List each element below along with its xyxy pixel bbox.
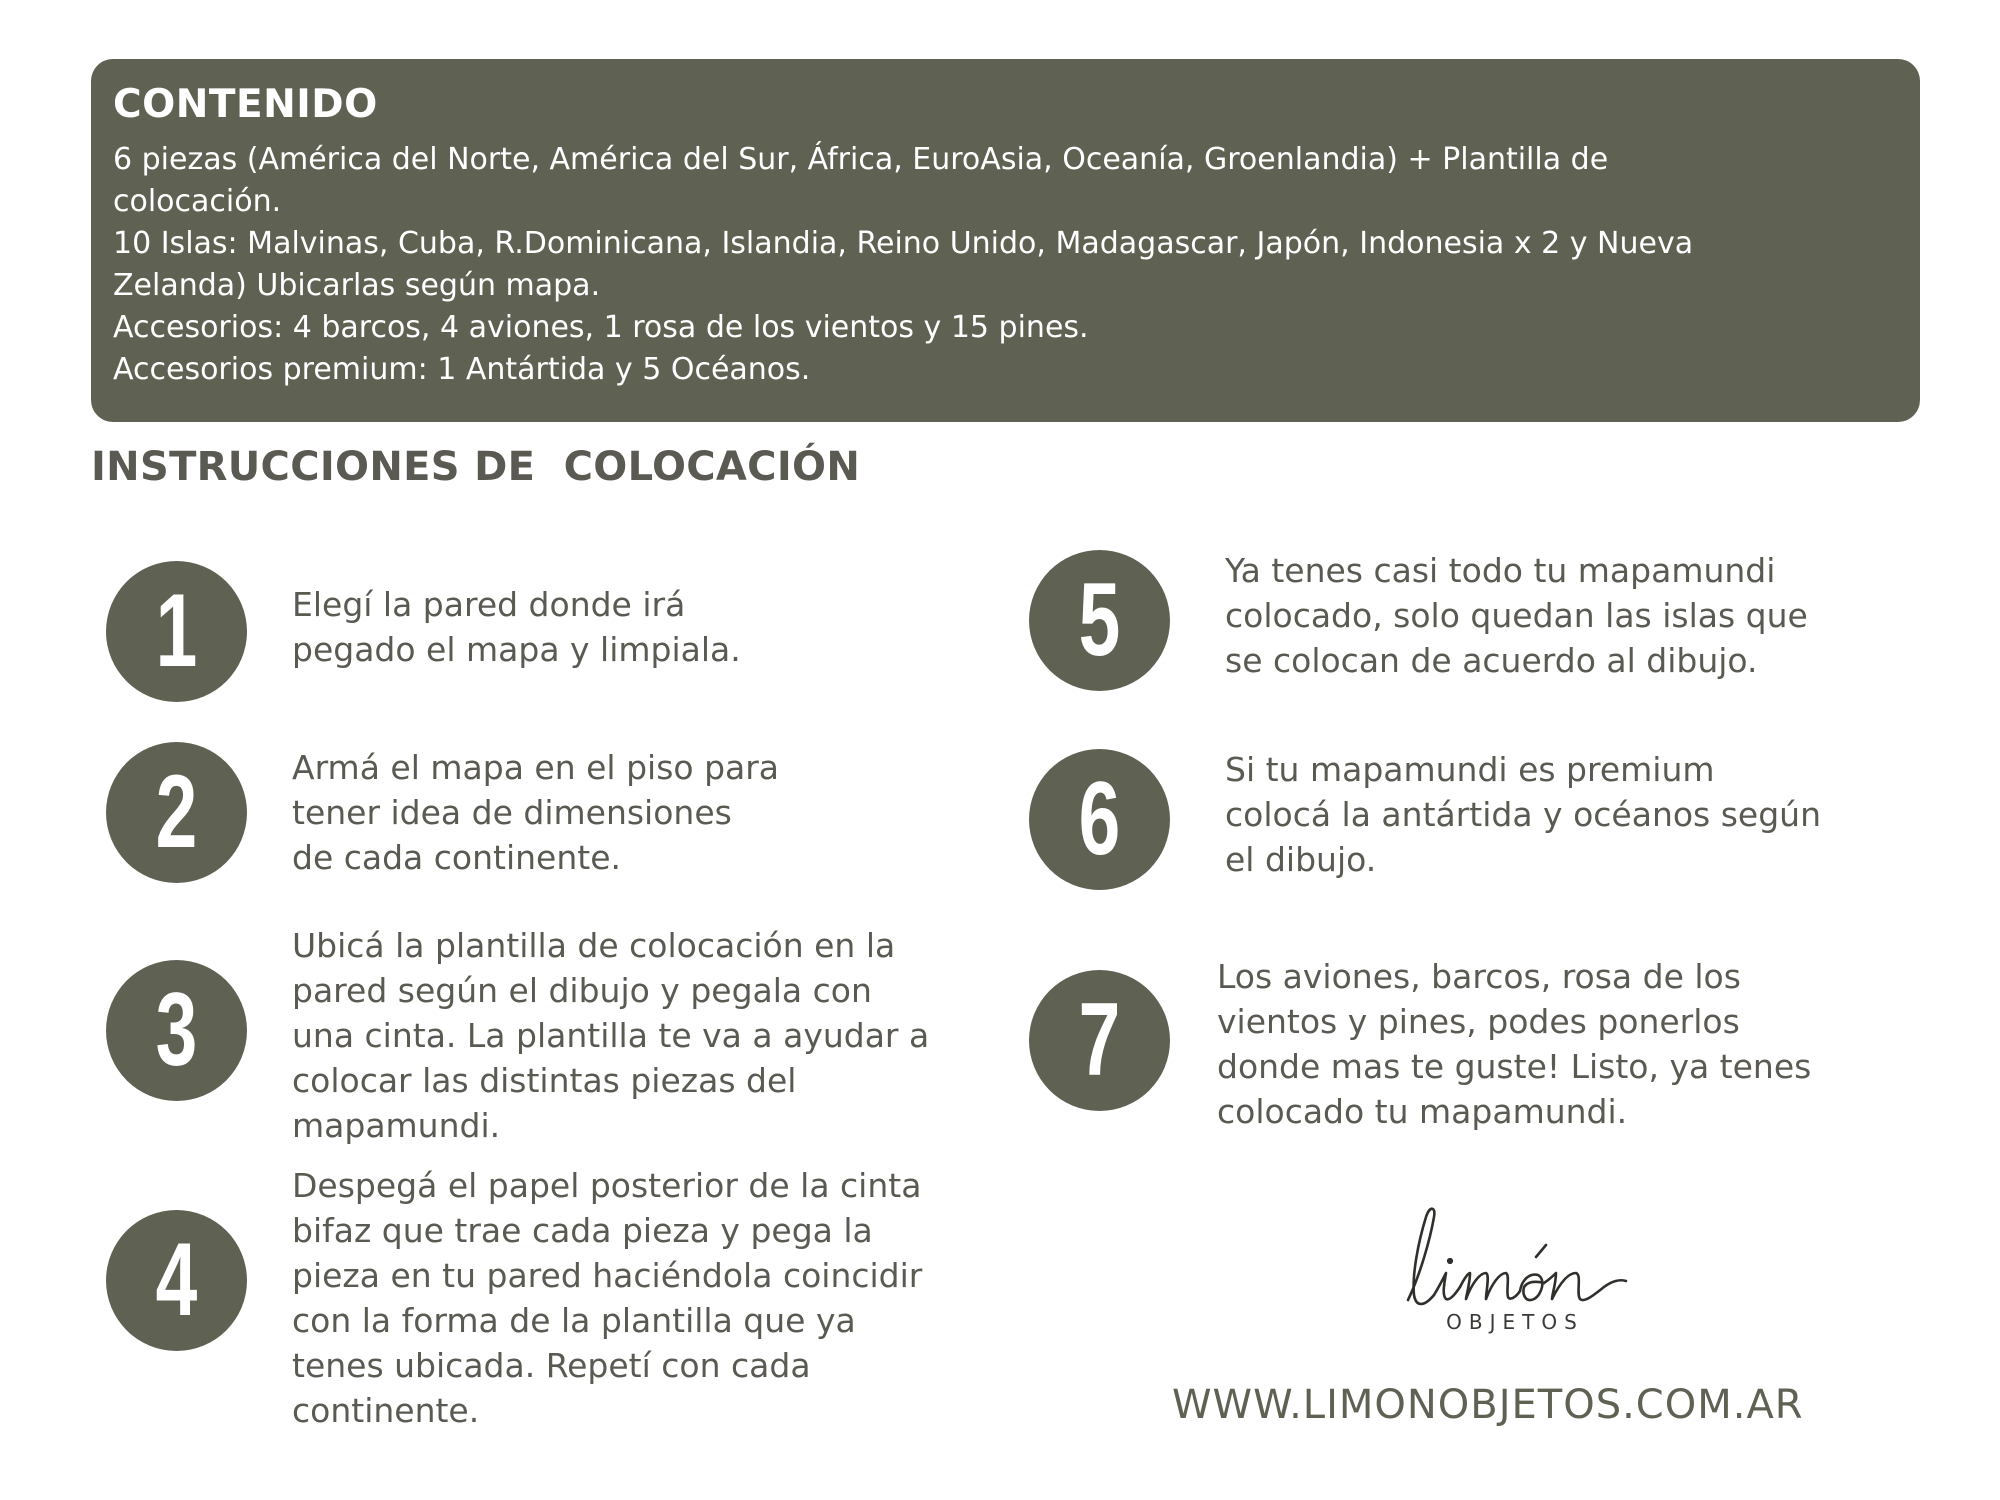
step-text-line: Ubicá la plantilla de colocación en la xyxy=(292,926,896,965)
step-text-line: el dibujo. xyxy=(1225,840,1377,879)
step-number-badge xyxy=(106,1210,247,1351)
step-text-line: Los aviones, barcos, rosa de los xyxy=(1217,957,1741,996)
step-number-badge xyxy=(106,742,247,883)
step-text xyxy=(292,582,741,672)
step-text xyxy=(292,1163,922,1433)
step-text-line: se colocan de acuerdo al dibujo. xyxy=(1225,641,1758,680)
step-text xyxy=(1225,548,1808,683)
step-text-line: de cada continente. xyxy=(292,838,621,877)
step-text-line: tenes ubicada. Repetí con cada xyxy=(292,1346,811,1385)
step-number: 2 xyxy=(155,754,198,870)
step-number-badge xyxy=(1029,970,1170,1111)
step-text-line: colocado, solo quedan las islas que xyxy=(1225,596,1808,635)
step-text-line: mapamundi. xyxy=(292,1106,501,1145)
content-box xyxy=(91,59,1920,422)
step-number: 1 xyxy=(155,573,198,689)
step-number: 5 xyxy=(1078,562,1121,678)
step-number-badge xyxy=(106,960,247,1101)
instructions-heading: INSTRUCCIONES DE COLOCACIÓN xyxy=(91,444,861,490)
step-text xyxy=(1225,747,1821,882)
step-text-line: vientos y pines, podes ponerlos xyxy=(1217,1002,1740,1041)
step-number-badge xyxy=(1029,550,1170,691)
step-text-line: una cinta. La plantilla te va a ayudar a xyxy=(292,1016,930,1055)
step-number-badge xyxy=(106,561,247,702)
step-text-line: colocado tu mapamundi. xyxy=(1217,1092,1628,1131)
content-line: colocación. xyxy=(113,184,282,219)
step-text-line: Ya tenes casi todo tu mapamundi xyxy=(1225,551,1776,590)
step-text-line: pared según el dibujo y pegala con xyxy=(292,971,872,1010)
step-text-line: pegado el mapa y limpiala. xyxy=(292,630,741,669)
step-number: 4 xyxy=(155,1222,198,1338)
step-text-line: tener idea de dimensiones xyxy=(292,793,732,832)
content-title: CONTENIDO xyxy=(113,82,378,127)
step-text-line: bifaz que trae cada pieza y pega la xyxy=(292,1211,873,1250)
content-line: 10 Islas: Malvinas, Cuba, R.Dominicana, Islandia, Reino Unido, Madagascar, Japón, Indonesia x 2 y Nueva xyxy=(113,226,1694,261)
step-text-line: donde mas te guste! Listo, ya tenes xyxy=(1217,1047,1812,1086)
step-text-line: colocar las distintas piezas del xyxy=(292,1061,797,1100)
content-line: 6 piezas (América del Norte, América del Sur, África, EuroAsia, Oceanía, Groenlandia) + Plantilla de xyxy=(113,142,1609,177)
step-number-badge xyxy=(1029,749,1170,890)
content-line: Accesorios premium: 1 Antártida y 5 Océanos. xyxy=(113,352,811,387)
website-link[interactable]: WWW.LIMONOBJETOS.COM.AR xyxy=(1172,1382,1804,1428)
step-text-line: Si tu mapamundi es premium xyxy=(1225,750,1715,789)
step-number: 3 xyxy=(155,972,198,1088)
step-text-line: pieza en tu pared haciéndola coincidir xyxy=(292,1256,923,1295)
step-text xyxy=(292,745,779,880)
content-line: Zelanda) Ubicarlas según mapa. xyxy=(113,268,601,303)
step-text xyxy=(1217,954,1811,1134)
step-text-line: Despegá el papel posterior de la cinta xyxy=(292,1166,922,1205)
step-number: 7 xyxy=(1078,982,1121,1098)
step-number: 6 xyxy=(1078,761,1121,877)
step-text-line: colocá la antártida y océanos según xyxy=(1225,795,1821,834)
content-line: Accesorios: 4 barcos, 4 aviones, 1 rosa de los vientos y 15 pines. xyxy=(113,310,1089,345)
logo-subtitle: OBJETOS xyxy=(1446,1310,1584,1334)
step-text-line: con la forma de la plantilla que ya xyxy=(292,1301,856,1340)
step-text-line: continente. xyxy=(292,1391,480,1430)
step-text xyxy=(292,923,929,1148)
step-text-line: Elegí la pared donde irá xyxy=(292,585,686,624)
step-text-line: Armá el mapa en el piso para xyxy=(292,748,780,787)
